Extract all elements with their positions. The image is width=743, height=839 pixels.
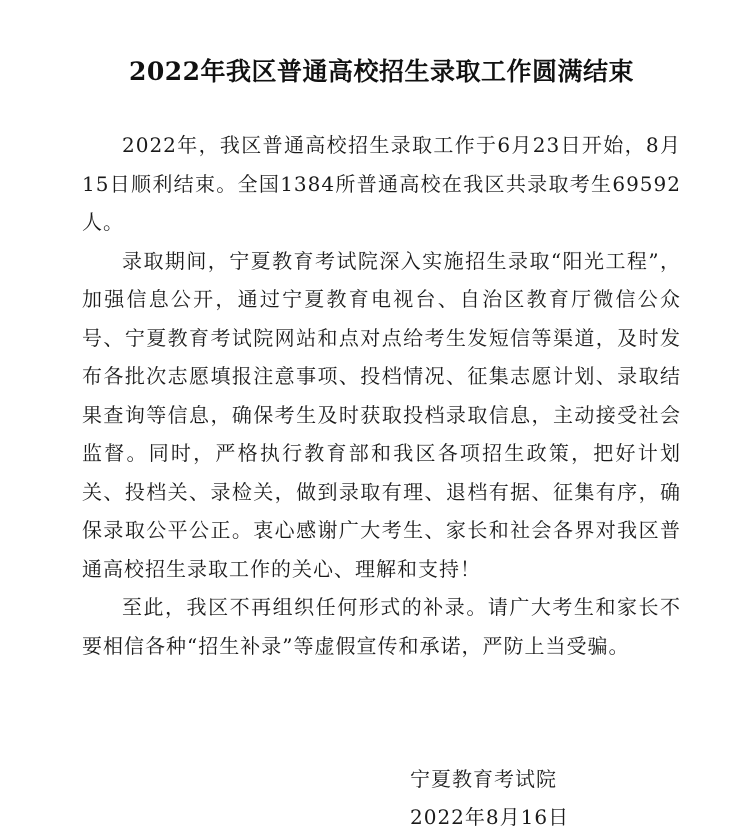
signature-organization: 宁夏教育考试院 (410, 767, 557, 791)
document-body (82, 126, 681, 665)
paragraph-admission-summary: 2022年，我区普通高校招生录取工作于6月23日开始，8月15日顺利结束。全国1384所普通高校在我区共录取考生69592人。 (82, 133, 681, 234)
signature-date: 2022年8月16日 (410, 805, 570, 829)
signature-block (410, 760, 569, 836)
paragraph-admission-process: 录取期间，宁夏教育考试院深入实施招生录取“阳光工程”，加强信息公开，通过宁夏教育电视台、自治区教育厅微信公众号、宁夏教育考试院网站和点对点给考生发短信等渠道，及时发布各批次志愿填报注意事项、投档情况、征集志愿计划、录取结果查询等信息，确保考生及时获取投档录取信息，主动接受社会监督。同时，严格执行教育部和我区各项招生政策，把好计划关、投档关、录检关，做到录取有理、退档有据、征集有序，确保录取公平公正。衷心感谢广大考生、家长和社会各界对我区普通高校招生录取工作的关心、理解和支持！ (82, 248, 681, 581)
document-title: 2022年我区普通高校招生录取工作圆满结束 (128, 57, 635, 86)
paragraph-no-supplementary-admission: 至此，我区不再组织任何形式的补录。请广大考生和家长不要相信各种“招生补录”等虚假宣传和承诺，严防上当受骗。 (82, 595, 681, 658)
